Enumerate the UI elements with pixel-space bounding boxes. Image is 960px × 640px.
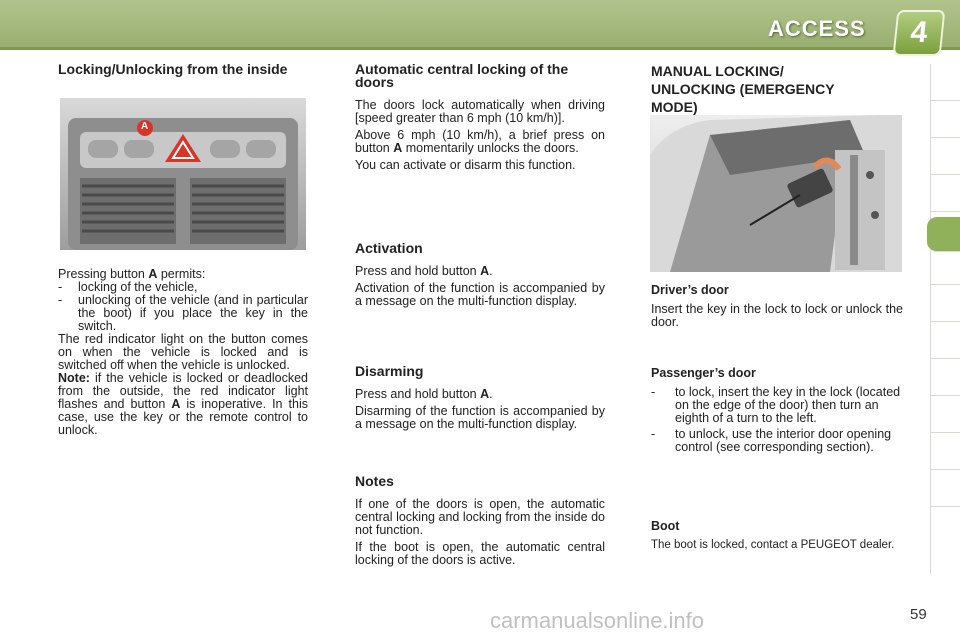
door-lock-photo (650, 115, 902, 272)
side-tab[interactable] (931, 359, 960, 396)
chapter-title: ACCESS (768, 16, 866, 41)
auto-p3: You can activate or disarm this function. (355, 158, 576, 172)
middle-column (355, 63, 605, 172)
button-a-label: A (141, 121, 149, 132)
door-illustration (650, 115, 902, 272)
disarming-p2: Disarming of the function is accompanied by a message on the multi-function display. (355, 404, 605, 431)
header-divider (0, 47, 960, 50)
activation-p1: Press and hold button A. (355, 264, 493, 278)
disarming-section (355, 365, 605, 431)
notes-p1: If one of the doors is open, the automatic central locking and locking from the inside do not function. (355, 497, 605, 537)
auto-p2: Above 6 mph (10 km/h), a brief press on button A momentarily unlocks the doors. (355, 128, 605, 155)
driver-section (651, 284, 903, 329)
side-tab[interactable] (931, 322, 960, 359)
side-tab[interactable] (931, 101, 960, 138)
driver-heading: Driver’s door (651, 283, 729, 297)
dashboard-photo (60, 98, 306, 250)
page-number: 59 (910, 606, 927, 623)
dashboard-illustration (60, 98, 306, 250)
notes-heading: Notes (355, 473, 394, 489)
list-item: - unlocking of the vehicle (and in particular the boot) if you place the key in the switch. (58, 293, 308, 333)
passenger-section (651, 367, 903, 454)
disarming-p1: Press and hold button A. (355, 387, 493, 401)
side-tab[interactable] (931, 285, 960, 322)
indicator-text: The red indicator light on the button comes on when the vehicle is locked and is switched off when the vehicle is unlocked. (58, 332, 308, 372)
notes-p2: If the boot is open, the automatic central locking of the doors is active. (355, 540, 605, 567)
boot-text: The boot is locked, contact a PEUGEOT dealer. (651, 539, 895, 551)
left-text (58, 268, 308, 437)
disarming-heading: Disarming (355, 363, 424, 379)
auto-locking-heading: Automatic central locking of the doors (355, 61, 569, 90)
boot-section (651, 520, 903, 552)
side-tab[interactable] (931, 396, 960, 433)
auto-p1: The doors lock automatically when driving [speed greater than 6 mph (10 km/h)]. (355, 98, 605, 125)
activation-section (355, 242, 605, 308)
side-tab[interactable] (931, 433, 960, 470)
list-item: - to unlock, use the interior door opening control (see corresponding section). (651, 427, 892, 454)
left-column (58, 63, 308, 76)
left-heading: Locking/Unlocking from the inside (58, 61, 288, 77)
list-item: - to lock, insert the key in the lock (located on the edge of the door) then turn an eighth of a turn to the left. (651, 385, 901, 425)
manual-locking-heading: MANUAL LOCKING/ UNLOCKING (EMERGENCY MODE) (651, 63, 835, 115)
side-tab[interactable] (931, 64, 960, 101)
chapter-side-tabs (930, 64, 960, 574)
chapter-number-badge: 4 (895, 12, 943, 54)
driver-text: Insert the key in the lock to lock or unlock the door. (651, 302, 903, 329)
right-column (651, 62, 851, 116)
list-item: - locking of the vehicle, (58, 280, 198, 294)
activation-p2: Activation of the function is accompanied by a message on the multi-function display. (355, 281, 605, 308)
boot-heading: Boot (651, 519, 680, 533)
side-tab[interactable] (931, 248, 960, 285)
note-paragraph: Note: if the vehicle is locked or deadlocked from the outside, the red indicator light flashes and button A is inoperative. In this case, use the key or the remote control to unlock. (58, 371, 308, 437)
side-tab[interactable] (931, 138, 960, 175)
side-tab-active[interactable] (927, 217, 960, 252)
notes-section (355, 475, 605, 567)
side-tab[interactable] (931, 470, 960, 507)
watermark: carmanualsonline.info (490, 608, 705, 633)
activation-heading: Activation (355, 240, 423, 256)
left-intro: Pressing button A permits: (58, 267, 206, 281)
passenger-heading: Passenger’s door (651, 366, 756, 380)
side-tab[interactable] (931, 175, 960, 212)
